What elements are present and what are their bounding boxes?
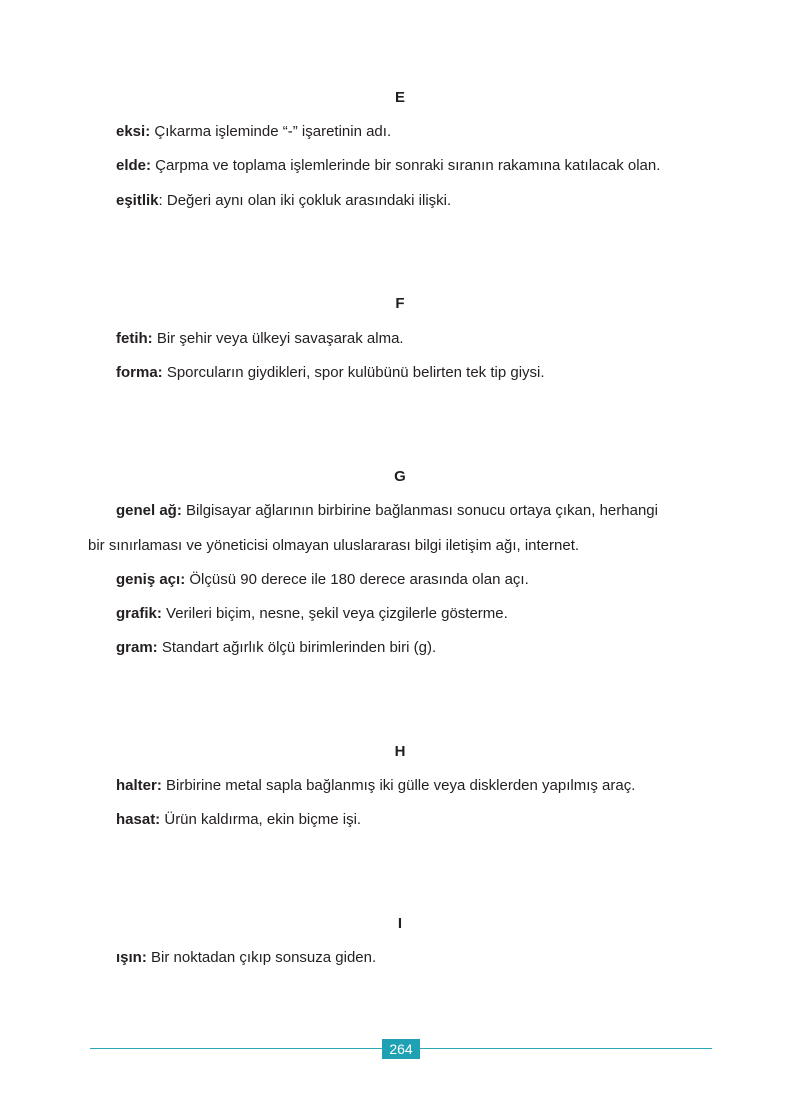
glossary-entry-forma <box>116 364 756 382</box>
entry-term: geniş açı: <box>116 571 186 588</box>
entry-definition: Standart ağırlık ölçü birimlerinden biri (g). <box>157 639 437 656</box>
entry-term: hasat: <box>116 811 161 828</box>
footer-rule-left <box>90 1048 382 1049</box>
page-number: 264 <box>382 1039 420 1059</box>
entry-term: genel ağ: <box>116 502 182 519</box>
entry-term: eksi: <box>116 123 151 140</box>
entry-term: fetih: <box>116 330 153 347</box>
section-letter-h: H <box>394 743 406 760</box>
entry-definition: Sporcuların giydikleri, spor kulübünü belirten tek tip giysi. <box>162 364 545 381</box>
entry-definition: Birbirine metal sapla bağlanmış iki gülle veya disklerden yapılmış araç. <box>161 777 636 794</box>
entry-definition: Çarpma ve toplama işlemlerinde bir sonraki sıranın rakamına katılacak olan. <box>151 157 661 174</box>
entry-term: grafik: <box>116 605 162 622</box>
glossary-entry-halter <box>116 777 756 795</box>
entry-definition: Bir noktadan çıkıp sonsuza giden. <box>146 949 377 966</box>
glossary-entry-genel-ag <box>116 502 756 520</box>
glossary-entry-grafik <box>116 605 756 623</box>
entry-term: eşitlik <box>116 192 159 209</box>
section-letter-f: F <box>395 295 405 312</box>
glossary-entry-fetih <box>116 330 756 348</box>
glossary-entry-isin <box>116 949 756 967</box>
entry-definition: Ürün kaldırma, ekin biçme işi. <box>160 811 362 828</box>
entry-definition: : Değeri aynı olan iki çokluk arasındaki ilişki. <box>158 192 452 209</box>
section-letter-e: E <box>394 89 405 106</box>
glossary-entry-esitlik <box>116 192 756 210</box>
entry-term: halter: <box>116 777 162 794</box>
glossary-entry-gram <box>116 639 756 657</box>
entry-term: gram: <box>116 639 158 656</box>
glossary-entry-hasat <box>116 811 756 829</box>
footer-rule-right <box>420 1048 712 1049</box>
entry-definition: Çıkarma işleminde “-” işaretinin adı. <box>150 123 392 140</box>
entry-definition: Verileri biçim, nesne, şekil veya çizgilerle gösterme. <box>161 605 508 622</box>
glossary-entry-genis-aci <box>116 571 756 589</box>
entry-definition: Bir şehir veya ülkeyi savaşarak alma. <box>152 330 404 347</box>
entry-term: elde: <box>116 157 152 174</box>
section-letter-i: I <box>397 915 403 932</box>
entry-term: ışın: <box>116 949 147 966</box>
entry-term: forma: <box>116 364 163 381</box>
glossary-entry-genel-ag-continuation: bir sınırlaması ve yöneticisi olmayan uluslararası bilgi iletişim ağı, internet. <box>88 537 580 554</box>
entry-definition: Bilgisayar ağlarının birbirine bağlanması sonucu ortaya çıkan, herhangi <box>181 502 658 519</box>
glossary-entry-eksi <box>116 123 756 141</box>
section-letter-g: G <box>394 468 406 485</box>
entry-definition: Ölçüsü 90 derece ile 180 derece arasında olan açı. <box>185 571 529 588</box>
glossary-entry-elde <box>116 157 756 175</box>
